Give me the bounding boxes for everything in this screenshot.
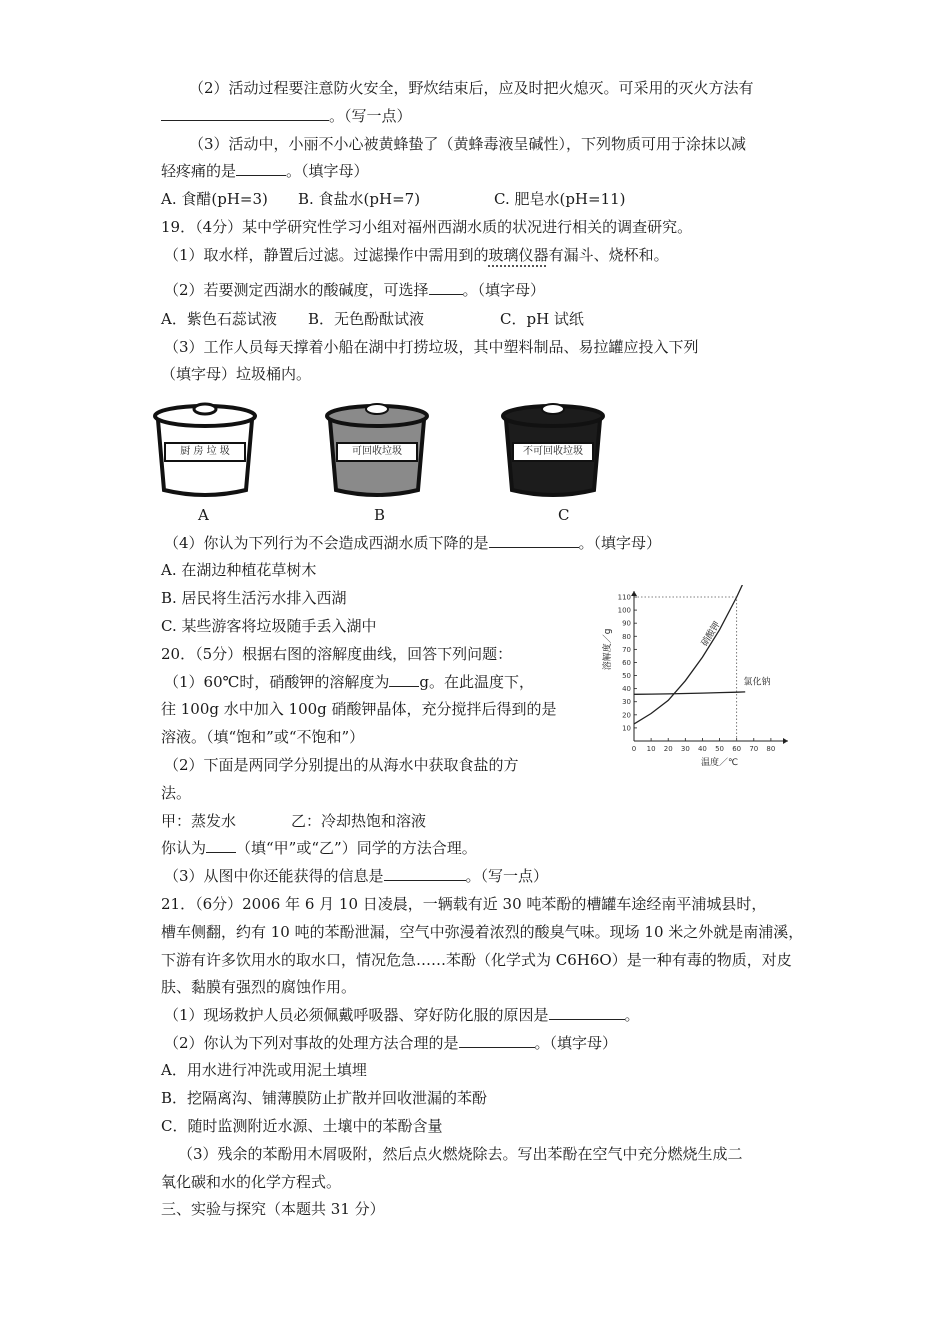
y-tick-label: 110 xyxy=(617,593,631,602)
y-tick-label: 100 xyxy=(617,606,631,615)
q20-method-yi: 乙：冷却热饱和溶液 xyxy=(291,812,427,830)
section-3-heading: 三、实验与探究（本题共 31 分） xyxy=(161,1200,385,1218)
q21-p1: （1）现场救护人员必须佩戴呼吸器、穿好防化服的原因是 。 xyxy=(164,1006,640,1024)
series-line-nacl xyxy=(634,692,745,694)
x-axis-arrow xyxy=(783,738,788,744)
bin-b-label: 可回收垃圾 xyxy=(352,446,402,457)
garbage-bins-figure xyxy=(150,398,610,528)
q20-p1-line3: 溶液。（填“饱和”或“不饱和”） xyxy=(161,728,365,746)
series-label-kno3: 硝酸钾 xyxy=(699,620,723,649)
series-label-nacl: 氯化钠 xyxy=(743,677,771,688)
answer-blank[interactable] xyxy=(549,1005,625,1020)
q20-p2-line2: 法。 xyxy=(161,784,192,802)
y-tick-label: 20 xyxy=(622,711,631,720)
q21-p3-line1: （3）残余的苯酚用木屑吸附，然后点火燃烧除去。写出苯酚在空气中充分燃烧生成二 xyxy=(178,1145,743,1163)
q20-p2-line1: （2）下面是两同学分别提出的从海水中获取食盐的方 xyxy=(164,756,519,774)
q20-title: 20．（5分）根据右图的溶解度曲线，回答下列问题： xyxy=(161,645,513,663)
q20-p3: （3）从图中你还能获得的信息是 。（写一点） xyxy=(164,867,549,885)
answer-blank[interactable] xyxy=(489,533,579,548)
solubility-chart xyxy=(598,585,798,775)
x-tick-label: 60 xyxy=(732,745,742,753)
q21-option-c: C．随时监测附近水源、土壤中的苯酚含量 xyxy=(161,1117,443,1135)
q20-p1-line1: （1）60℃时，硝酸钾的溶解度为 g。在此温度下， xyxy=(164,673,535,691)
answer-blank[interactable] xyxy=(236,161,286,176)
series-line-kno3 xyxy=(634,585,745,724)
q20-p2-line3: 你认为 （填“甲”或“乙”）同学的方法合理。 xyxy=(161,839,477,857)
q20-method-jia: 甲：蒸发水 xyxy=(161,812,237,830)
answer-blank[interactable] xyxy=(389,672,419,687)
y-tick-label: 50 xyxy=(622,672,631,681)
x-axis-label: 温度／℃ xyxy=(701,758,739,768)
y-tick-label: 30 xyxy=(622,698,631,707)
answer-blank[interactable] xyxy=(459,1033,535,1048)
y-tick-label: 70 xyxy=(622,645,631,654)
q20-p1-line2: 往 100g 水中加入 100g 硝酸钾晶体，充分搅拌后得到的是 xyxy=(161,700,557,718)
q19-p1: （1）取水样，静置后过滤。过滤操作中需用到的玻璃仪器有漏斗、烧杯和。 xyxy=(164,246,669,264)
q19-p4-option-b: B. 居民将生活污水排入西湖 xyxy=(161,589,347,607)
answer-blank[interactable] xyxy=(161,106,329,121)
q21-line4: 肤、黏膜有强烈的腐蚀作用。 xyxy=(161,978,357,996)
q21-line3: 下游有许多饮用水的取水口，情况危急……苯酚（化学式为 C6H6O）是一种有毒的物质，对皮 xyxy=(161,951,792,969)
x-tick-label: 20 xyxy=(663,745,673,753)
emphasis-dots: 玻璃仪器 xyxy=(488,246,549,264)
y-axis-label: 溶解度／g xyxy=(603,628,613,671)
answer-blank[interactable] xyxy=(384,866,466,881)
x-tick-label: 80 xyxy=(766,745,776,753)
bin-b-letter: B xyxy=(374,506,386,524)
q19-p2-option-b: B．无色酚酞试液 xyxy=(308,310,425,328)
answer-blank[interactable] xyxy=(429,280,463,295)
q19-p4: （4）你认为下列行为不会造成西湖水质下降的是 。（填字母） xyxy=(164,534,662,552)
solubility-chart-svg xyxy=(598,585,798,775)
y-axis-arrow xyxy=(631,591,637,596)
q18-option-c: C. 肥皂水(pH=11) xyxy=(494,190,626,208)
q18-option-b: B. 食盐水(pH=7) xyxy=(298,190,421,208)
y-tick-label: 60 xyxy=(622,658,631,667)
q19-p4-option-c: C. 某些游客将垃圾随手丢入湖中 xyxy=(161,617,377,635)
q19-p2-option-a: A．紫色石蕊试液 xyxy=(161,310,277,328)
q19-title: 19．（4分）某中学研究性学习小组对福州西湖水质的状况进行相关的调查研究。 xyxy=(161,218,693,236)
q19-p3-line1: （3）工作人员每天撑着小船在湖中打捞垃圾，其中塑料制品、易拉罐应投入下列 xyxy=(164,338,699,356)
x-tick-label: 0 xyxy=(631,745,637,753)
x-tick-label: 40 xyxy=(697,745,707,753)
q18-p3-line1: （3）活动中，小丽不小心被黄蜂蛰了（黄蜂毒液呈碱性），下列物质可用于涂抹以减 xyxy=(189,135,747,153)
q21-option-a: A．用水进行冲洗或用泥土填埋 xyxy=(161,1061,367,1079)
x-tick-label: 10 xyxy=(646,745,656,753)
bin-a-letter: A xyxy=(198,506,209,524)
x-tick-label: 70 xyxy=(749,745,759,753)
q21-line1: 21．（6分）2006 年 6 月 10 日凌晨，一辆载有近 30 吨苯酚的槽罐车途经南平浦城县时， xyxy=(161,895,767,913)
q21-line2: 槽车侧翻，约有 10 吨的苯酚泄漏，空气中弥漫着浓烈的酸臭气味。现场 10 米之外就是南浦溪， xyxy=(161,923,804,941)
q18-option-a: A. 食醋(pH=3) xyxy=(161,190,268,208)
x-tick-label: 30 xyxy=(680,745,690,753)
q18-p2-line2: 。（写一点） xyxy=(161,106,412,126)
answer-blank[interactable] xyxy=(206,838,236,853)
bin-c-label: 不可回收垃圾 xyxy=(523,446,583,457)
q21-option-b: B．挖隔离沟、铺薄膜防止扩散并回收泄漏的苯酚 xyxy=(161,1089,488,1107)
q19-p3-line2: （填字母）垃圾桶内。 xyxy=(161,365,312,383)
q21-p2: （2）你认为下列对事故的处理方法合理的是 。（填字母） xyxy=(164,1034,618,1052)
q21-p3-line2: 氧化碳和水的化学方程式。 xyxy=(161,1173,342,1191)
y-tick-label: 90 xyxy=(622,619,631,628)
q18-p2-line1: （2）活动过程要注意防火安全，野炊结束后，应及时把火熄灭。可采用的灭火方法有 xyxy=(189,79,754,97)
x-tick-label: 50 xyxy=(715,745,725,753)
q19-p2-option-c: C．pH 试纸 xyxy=(500,310,584,328)
y-tick-label: 10 xyxy=(622,724,631,733)
y-tick-label: 40 xyxy=(622,685,631,694)
q19-p2: （2）若要测定西湖水的酸碱度，可选择 。（填字母） xyxy=(164,281,546,299)
y-tick-label: 80 xyxy=(622,632,631,641)
bin-a-label: 厨 房 垃 圾 xyxy=(180,446,230,457)
q18-p3-line2: 轻疼痛的是 。（填字母） xyxy=(161,162,369,180)
q19-p4-option-a: A. 在湖边种植花草树木 xyxy=(161,561,317,579)
bin-c-letter: C xyxy=(558,506,570,524)
